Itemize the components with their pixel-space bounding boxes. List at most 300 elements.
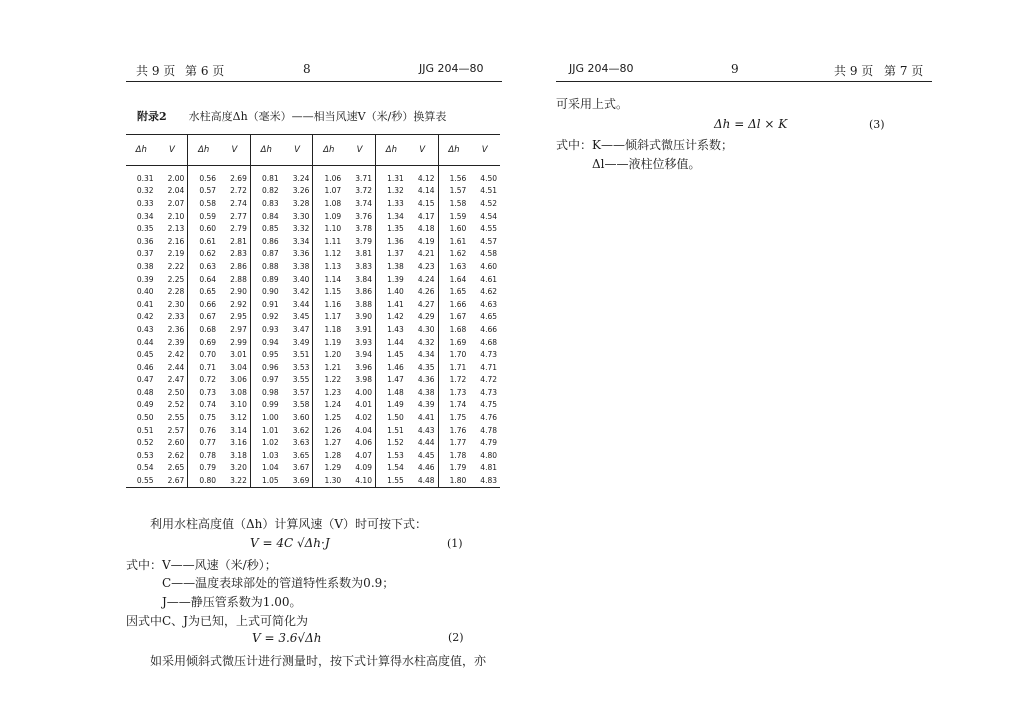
v-cell: 3.72 [344,185,375,198]
dh-cell: 1.26 [324,425,342,435]
dh-cell: 1.12 [324,249,342,259]
v-cell: 3.79 [344,235,375,248]
v-cell: 4.68 [480,337,497,347]
dh-cell: 0.72 [199,375,217,385]
v-cell: 3.58 [282,399,313,412]
appendix-number: 附录2 [137,110,167,123]
left-standard-code: JJG 204—80 [419,62,484,75]
v-cell: 4.32 [407,336,438,349]
dh-cell: 1.27 [324,438,342,448]
dh-cell: 1.16 [324,299,342,309]
dh-cell: 0.35 [136,224,154,234]
dh-cell: 1.19 [324,337,342,347]
v-cell: 4.38 [407,386,438,399]
header-v: V [219,135,250,166]
v-cell: 4.30 [407,323,438,336]
v-cell: 4.51 [480,186,497,196]
dh-cell: 1.59 [449,211,467,221]
v-cell: 2.44 [157,361,188,374]
v-cell: 4.17 [407,210,438,223]
dh-cell: 0.74 [199,400,217,410]
dh-cell: 0.95 [261,350,279,360]
v-cell: 2.36 [157,323,188,336]
dh-cell: 1.50 [387,413,404,423]
formula-1: V = 4C √Δh·J [250,536,330,550]
intro-text: 利用水柱高度值（Δh）计算风速（V）时可按下式： [150,517,428,531]
v-cell: 2.79 [219,222,250,235]
left-header-rule [126,81,502,82]
table-row [126,273,500,286]
v-cell: 4.58 [480,249,497,259]
v-cell: 3.40 [282,273,313,286]
dh-cell: 1.21 [324,362,342,372]
dh-cell: 1.06 [324,173,342,183]
dh-cell: 0.43 [136,324,154,334]
right-standard-code: JJG 204—80 [569,62,634,75]
formula-2-number: (2) [448,631,464,644]
dh-cell: 0.79 [199,463,217,473]
dh-cell: 0.83 [261,198,279,208]
header-v: V [407,135,438,166]
v-cell: 4.52 [480,198,497,208]
table-row [126,323,500,336]
dh-cell: 1.55 [375,474,406,487]
right-total-pages: 共 9 页 [834,64,874,78]
v-cell: 3.78 [344,222,375,235]
right-where-label: 式中： [556,138,593,152]
dh-cell: 1.66 [449,299,467,309]
v-cell: 2.83 [219,248,250,261]
v-cell: 3.53 [282,361,313,374]
definition-k: K——倾斜式微压计系数； [592,138,733,152]
dh-cell: 1.49 [387,400,404,410]
dh-cell: 1.64 [449,274,467,284]
v-cell: 2.69 [219,172,250,185]
formula-3-number: (3) [869,118,885,131]
table-body [126,166,500,488]
v-cell: 4.48 [407,474,438,487]
v-cell: 4.60 [480,261,497,271]
header-v: V [282,135,313,166]
dh-cell: 1.32 [387,186,404,196]
dh-cell: 0.93 [261,324,279,334]
v-cell: 4.07 [344,449,375,462]
v-cell: 4.46 [407,462,438,475]
v-cell: 2.30 [157,298,188,311]
v-cell: 4.00 [344,386,375,399]
dh-cell: 1.37 [387,249,404,259]
dh-cell: 1.71 [449,362,467,372]
v-cell: 3.24 [282,172,313,185]
definition-v: V——风速（米/秒）； [162,558,277,572]
dh-cell: 0.84 [261,211,279,221]
v-cell: 2.92 [219,298,250,311]
dh-cell: 0.68 [199,324,217,334]
dh-cell: 1.52 [387,438,404,448]
v-cell: 2.00 [157,172,188,185]
dh-cell: 1.69 [449,337,467,347]
v-cell: 4.81 [480,463,497,473]
header-dh: Δh [438,135,469,166]
v-cell: 3.84 [344,273,375,286]
dh-cell: 1.34 [387,211,404,221]
dh-cell: 1.05 [250,474,281,487]
dh-cell: 0.87 [261,249,279,259]
table-row [126,386,500,399]
dh-cell: 1.70 [449,350,467,360]
dh-cell: 1.45 [387,350,404,360]
dh-cell: 0.70 [199,350,217,360]
dh-cell: 0.41 [136,299,154,309]
dh-cell: 1.01 [261,425,279,435]
header-dh: Δh [375,135,406,166]
v-cell: 4.66 [480,324,497,334]
v-cell: 2.04 [157,185,188,198]
dh-cell: 1.24 [324,400,342,410]
v-cell: 2.55 [157,411,188,424]
v-cell: 3.42 [282,285,313,298]
appendix-title [137,108,446,124]
dh-cell: 0.73 [199,387,217,397]
v-cell: 3.26 [282,185,313,198]
v-cell: 3.44 [282,298,313,311]
header-v: V [469,135,500,166]
table-row [126,374,500,387]
v-cell: 3.30 [282,210,313,223]
v-cell: 2.13 [157,222,188,235]
table-row [126,172,500,185]
v-cell: 3.94 [344,348,375,361]
table-row [126,210,500,223]
dh-cell: 0.89 [261,274,279,284]
dh-cell: 0.77 [199,438,217,448]
dh-cell: 0.44 [136,337,154,347]
dh-cell: 1.72 [449,375,467,385]
v-cell: 3.96 [344,361,375,374]
dh-cell: 1.53 [387,450,404,460]
v-cell: 3.06 [219,374,250,387]
v-cell: 4.34 [407,348,438,361]
dh-cell: 0.33 [136,198,154,208]
v-cell: 3.14 [219,424,250,437]
v-cell: 3.57 [282,386,313,399]
dh-cell: 1.44 [387,337,404,347]
v-cell: 2.07 [157,197,188,210]
dh-cell: 1.41 [387,299,404,309]
v-cell: 3.62 [282,424,313,437]
dh-cell: 1.40 [387,287,404,297]
conversion-table [126,134,500,488]
v-cell: 2.42 [157,348,188,361]
table-row [126,361,500,374]
table-row [126,436,500,449]
v-cell: 4.76 [480,413,497,423]
v-cell: 4.50 [480,173,497,183]
dh-cell: 0.90 [261,287,279,297]
v-cell: 2.22 [157,260,188,273]
dh-cell: 1.08 [324,198,342,208]
v-cell: 4.18 [407,222,438,235]
v-cell: 3.98 [344,374,375,387]
v-cell: 2.16 [157,235,188,248]
v-cell: 4.01 [344,399,375,412]
dh-cell: 1.39 [387,274,404,284]
dh-cell: 0.31 [136,173,154,183]
continuation-text: 可采用上式。 [556,97,629,111]
dh-cell: 1.03 [261,450,279,460]
v-cell: 4.79 [480,438,497,448]
formula-3: Δh = Δl × K [714,117,788,131]
v-cell: 3.28 [282,197,313,210]
v-cell: 4.75 [480,400,497,410]
dh-cell: 0.34 [136,211,154,221]
dh-cell: 0.46 [136,362,154,372]
v-cell: 4.24 [407,273,438,286]
dh-cell: 0.94 [261,337,279,347]
table-row [126,197,500,210]
v-cell: 2.47 [157,374,188,387]
dh-cell: 1.14 [324,274,342,284]
table-row [126,424,500,437]
left-page-number: 第 6 页 [185,64,225,78]
dh-cell: 1.33 [387,198,404,208]
v-cell: 4.21 [407,248,438,261]
v-cell: 3.69 [282,474,313,487]
header-dh: Δh [313,135,344,166]
dh-cell: 1.10 [324,224,342,234]
table-row [126,298,500,311]
v-cell: 2.19 [157,248,188,261]
right-page-number: 第 7 页 [884,64,924,78]
v-cell: 3.10 [219,399,250,412]
v-cell: 2.65 [157,462,188,475]
v-cell: 4.61 [480,274,497,284]
dh-cell: 0.97 [261,375,279,385]
header-dh: Δh [188,135,219,166]
v-cell: 4.45 [407,449,438,462]
dh-cell: 1.62 [449,249,467,259]
dh-cell: 0.54 [136,463,154,473]
v-cell: 4.80 [480,450,497,460]
header-v: V [344,135,375,166]
definition-l: Δl——液柱位移值。 [592,157,701,171]
v-cell: 4.35 [407,361,438,374]
dh-cell: 0.92 [261,312,279,322]
v-cell: 4.83 [469,474,500,487]
formula-2: V = 3.6√Δh [252,631,322,645]
dh-cell: 1.56 [449,173,467,183]
dh-cell: 0.66 [199,299,217,309]
left-center-number: 8 [303,62,311,76]
v-cell: 4.36 [407,374,438,387]
v-cell: 4.78 [480,425,497,435]
v-cell: 3.91 [344,323,375,336]
dh-cell: 0.58 [199,198,217,208]
dh-cell: 0.60 [199,224,217,234]
dh-cell: 0.53 [136,450,154,460]
v-cell: 3.16 [219,436,250,449]
dh-cell: 0.48 [136,387,154,397]
v-cell: 4.41 [407,411,438,424]
v-cell: 4.14 [407,185,438,198]
dh-cell: 1.31 [387,173,404,183]
v-cell: 4.62 [480,287,497,297]
v-cell: 3.55 [282,374,313,387]
v-cell: 2.86 [219,260,250,273]
dh-cell: 1.58 [449,198,467,208]
table-row [126,248,500,261]
v-cell: 4.06 [344,436,375,449]
v-cell: 3.18 [219,449,250,462]
v-cell: 3.65 [282,449,313,462]
formula-1-number: (1) [447,537,463,550]
v-cell: 4.55 [480,224,497,234]
v-cell: 3.93 [344,336,375,349]
dh-cell: 1.30 [313,474,344,487]
dh-cell: 0.96 [261,362,279,372]
header-dh: Δh [126,135,157,166]
dh-cell: 1.47 [387,375,404,385]
dh-cell: 0.62 [199,249,217,259]
dh-cell: 0.55 [126,474,157,487]
v-cell: 2.52 [157,399,188,412]
v-cell: 3.83 [344,260,375,273]
v-cell: 2.67 [157,474,188,487]
table-row [126,462,500,475]
dh-cell: 1.51 [387,425,404,435]
v-cell: 2.25 [157,273,188,286]
v-cell: 4.19 [407,235,438,248]
v-cell: 2.28 [157,285,188,298]
v-cell: 4.10 [344,474,375,487]
v-cell: 3.34 [282,235,313,248]
v-cell: 3.38 [282,260,313,273]
dh-cell: 1.09 [324,211,342,221]
dh-cell: 1.65 [449,287,467,297]
dh-cell: 1.76 [449,425,467,435]
v-cell: 4.72 [480,375,497,385]
dh-cell: 1.25 [324,413,342,423]
dh-cell: 0.56 [199,173,217,183]
table-row [126,311,500,324]
dh-cell: 1.11 [324,236,342,246]
v-cell: 4.02 [344,411,375,424]
v-cell: 3.47 [282,323,313,336]
v-cell: 4.54 [480,211,497,221]
dh-cell: 0.91 [261,299,279,309]
dh-cell: 1.79 [449,463,467,473]
v-cell: 4.27 [407,298,438,311]
dh-cell: 1.48 [387,387,404,397]
dh-cell: 0.38 [136,261,154,271]
v-cell: 4.23 [407,260,438,273]
dh-cell: 0.86 [261,236,279,246]
where-label: 式中： [126,558,163,572]
table-row [126,411,500,424]
v-cell: 4.39 [407,399,438,412]
table-row [126,185,500,198]
appendix-title-text: 水柱高度Δh（毫米）——相当风速V（米/秒）换算表 [188,110,447,123]
table-row [126,348,500,361]
v-cell: 3.51 [282,348,313,361]
dh-cell: 0.59 [199,211,217,221]
v-cell: 4.04 [344,424,375,437]
dh-cell: 1.04 [261,463,279,473]
v-cell: 3.71 [344,172,375,185]
dh-cell: 1.61 [449,236,467,246]
header-v: V [157,135,188,166]
v-cell: 2.33 [157,311,188,324]
v-cell: 3.76 [344,210,375,223]
v-cell: 4.73 [480,350,497,360]
v-cell: 2.81 [219,235,250,248]
dh-cell: 0.65 [199,287,217,297]
table-row [126,336,500,349]
v-cell: 2.88 [219,273,250,286]
v-cell: 4.57 [480,236,497,246]
dh-cell: 0.99 [261,400,279,410]
dh-cell: 1.74 [449,400,467,410]
v-cell: 3.01 [219,348,250,361]
v-cell: 4.73 [480,387,497,397]
dh-cell: 0.71 [199,362,217,372]
v-cell: 2.72 [219,185,250,198]
definition-j: J——静压管系数为1.00。 [162,595,302,609]
dh-cell: 1.23 [324,387,342,397]
dh-cell: 1.73 [449,387,467,397]
dh-cell: 1.22 [324,375,342,385]
v-cell: 4.44 [407,436,438,449]
v-cell: 4.65 [480,312,497,322]
dh-cell: 0.75 [199,413,217,423]
v-cell: 4.29 [407,311,438,324]
v-cell: 4.12 [407,172,438,185]
closing-text: 如采用倾斜式微压计进行测量时，按下式计算得水柱高度值，亦 [150,654,487,668]
dh-cell: 0.52 [136,438,154,448]
table-row [126,235,500,248]
dh-cell: 1.78 [449,450,467,460]
dh-cell: 1.42 [387,312,404,322]
v-cell: 4.63 [480,299,497,309]
simplify-text: 因式中C、J为已知，上式可简化为 [126,614,308,628]
v-cell: 3.04 [219,361,250,374]
dh-cell: 0.49 [136,400,154,410]
v-cell: 2.77 [219,210,250,223]
dh-cell: 1.00 [261,413,279,423]
v-cell: 2.62 [157,449,188,462]
v-cell: 4.26 [407,285,438,298]
table-row [126,399,500,412]
left-total-pages: 共 9 页 [136,64,176,78]
dh-cell: 1.63 [449,261,467,271]
v-cell: 3.32 [282,222,313,235]
dh-cell: 1.28 [324,450,342,460]
v-cell: 2.90 [219,285,250,298]
v-cell: 3.20 [219,462,250,475]
v-cell: 3.45 [282,311,313,324]
dh-cell: 1.07 [324,186,342,196]
table-row [126,222,500,235]
dh-cell: 0.39 [136,274,154,284]
dh-cell: 1.18 [324,324,342,334]
dh-cell: 1.67 [449,312,467,322]
dh-cell: 0.40 [136,287,154,297]
v-cell: 3.90 [344,311,375,324]
v-cell: 2.57 [157,424,188,437]
dh-cell: 1.57 [449,186,467,196]
dh-cell: 0.63 [199,261,217,271]
header-dh: Δh [250,135,281,166]
